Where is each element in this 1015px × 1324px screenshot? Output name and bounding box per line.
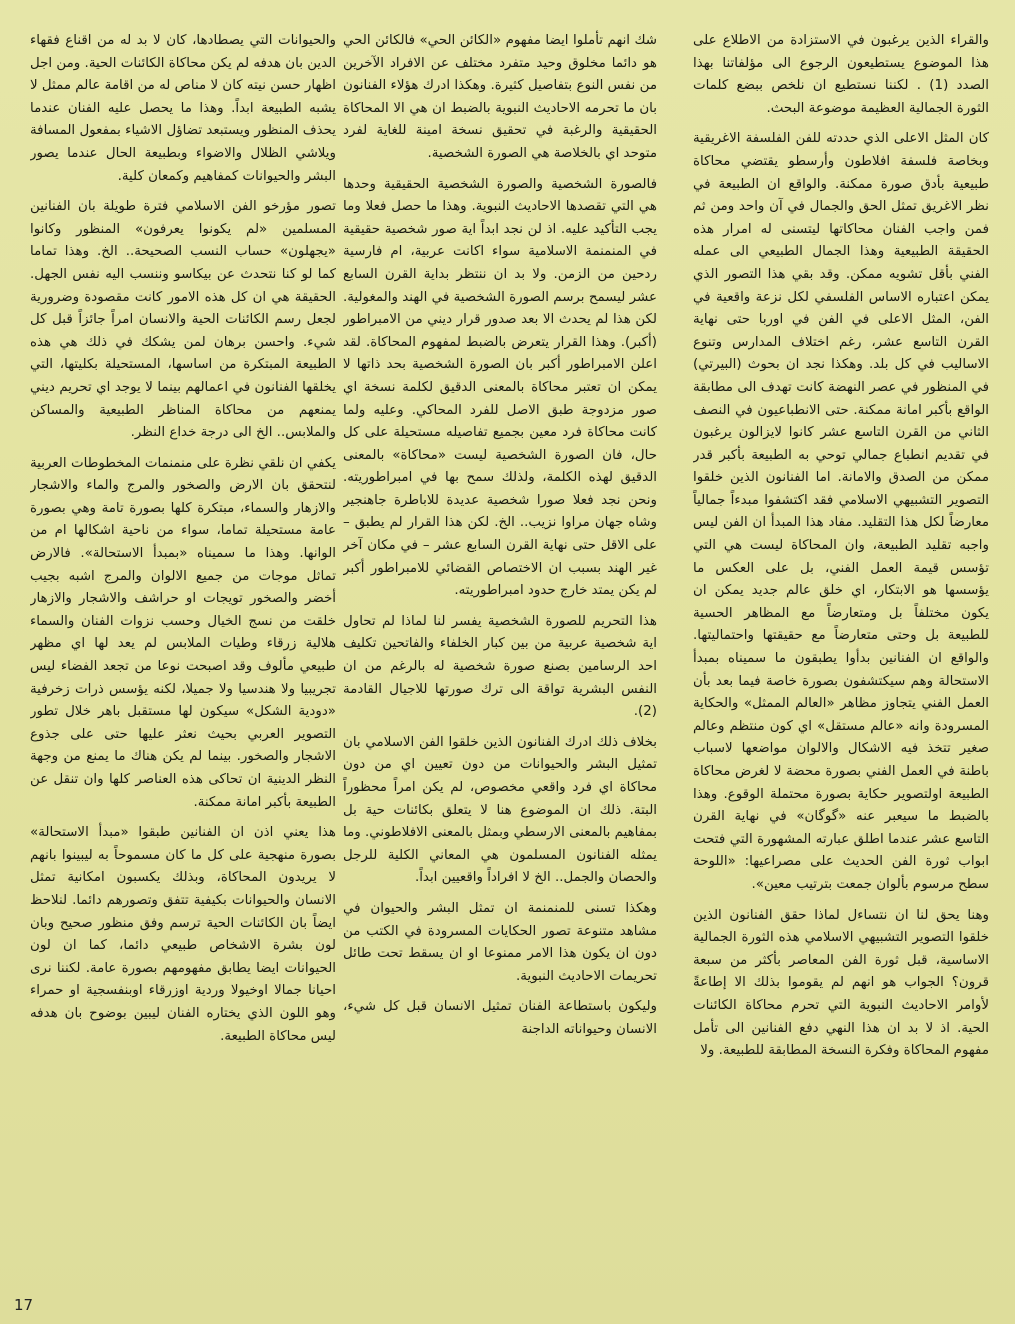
page-number: 17 [14, 1296, 34, 1314]
article-column-middle [343, 30, 657, 1292]
article-column-right [693, 30, 989, 1292]
paragraph: هذا يعني اذن ان الفنانين طبقوا «مبدأ الاستحالة» بصورة منهجية على كل ما كان مسموحاً به ليبينوا بانهم لا يريدون المحاكاة، وبذلك يكسبون امكانية تمثل الانسان والحيوانات بكيفية تتفق وتصورهم دائما. لنلاحظ ايضاً بان الكائنات الحية ترسم وفق منظور صحيح وبان لون بشرة الاشخاص طبيعي دائما، كما ان لون الحيوانات ايضا يطابق مفهومهم بصورة عامة. لكننا نرى احيانا جمالا اوخيولا وردية اوزرقاء اوبنفسجية او حمراء وهو اللون الذي يختاره الفنان ليبين بوضوح بان هدفه ليس محاكاة الطبيعة. [30, 825, 336, 1044]
paragraph: فالصورة الشخصية والصورة الشخصية الحقيقية وحدها هي التي تقصدها الاحاديث النبوية. وهذا ما حصل فعلا وما يجب التأكيد عليه. اذ لن نجد ابداً اية صور شخصية حقيقية في المنمنمة الاسلامية سواء اكانت عربية، ام فارسية ردحين من الزمن. ولا بد ان ننتظر بداية القرن السابع عشر ليسمح برسم الصورة الشخصية في الهند والمغولية. لكن هذا لم يحدث الا بعد صدور قرار ديني من الامبراطور (أكبر). وهذا القرار يتعرض بالضبط لمفهوم المحاكاة. لقد اعلن الامبراطور أكبر بان الصورة الشخصية بحد ذاتها لا يمكن ان تعتبر محاكاة بالمعنى الدقيق لكلمة نسخة اي صور مزدوجة طبق الاصل للفرد المحاكي. وعليه ولما كانت محاكاة فرد معين بجميع تفاصيله مستحيلة على كل حال، فان الصورة الشخصية ليست «محاكاة» بالمعنى الدقيق لهذه الكلمة، ولذلك سمح بها في امبراطوريته. ونحن نجد فعلا صورا شخصية عديدة للاباطرة جاهنجير وشاه جهان مراوا نزيب.. الخ. لكن هذا القرار لم يطبق – على الاقل حتى نهاية القرن السابع عشر – في مكان آخر غير الهند بسبب ان الاختصاص القضائي للامبراطور أكبر لم يكن يمتد خارج حدود امبراطوريته. [343, 176, 657, 599]
paragraph: وليكون باستطاعة الفنان تمثيل الانسان قبل كل شيء، الانسان وحيواناته الداجنة [343, 999, 657, 1037]
paragraph: كان المثل الاعلى الذي حددته للفن الفلسفة الاغريقية وبخاصة فلسفة افلاطون وأرسطو يقتضي محاكاة طبيعية بأدق صورة ممكنة. والواقع ان الطبيعة في نظر الاغريق تمثل الحق والجمال في آن واحد ومن ثم فمن واجب الفنان محاكاتها ليتسنى له امرار هذه الحقيقة الطبيعية وهذا الجمال الطبيعي الى عمله الفني بأقل تشويه ممكن. وقد بقي هذا التصور الذي يمكن اعتباره الاساس الفلسفي لكل نزعة واقعية في الفن، المثل الاعلى في الفن في اوربا حتى نهاية القرن التاسع عشر، رغم اختلاف المدارس وتنوع الاساليب في كل بلد. وهكذا نجد ان بحوث (البيرتي) في المنظور في عصر النهضة كانت تهدف الى مطابقة الواقع بأكبر امانة ممكنة. حتى الانطباعيون في النصف الثاني من القرن التاسع عشر كانوا لايزالون يرغبون في تقديم انطباع جمالي توحي به الطبيعة بأكبر قدر ممكن من الصدق والامانة. اما الفنانون الذين خلقوا التصوير التشبيهي الاسلامي فقد اكتشفوا مبدءاً جمالياً معارضاً لكل هذا التقليد. مفاد هذا المبدأ ان الفن ليس واجبه تقليد الطبيعة، وان المحاكاة ليست هي التي تؤسس قيمة العمل الفني، بل على العكس ما يؤسسها هو الابتكار، اي خلق عالم جديد يمكن ان يكون مختلفاً بل ومتعارضاً مع المظاهر الحسية للطبيعة بل وحتى متعارضاً مع حقيقتها واحتماليتها. والواقع ان الفنانين بدأوا يطبقون ما سميناه بمبدأ الاستحالة وهم سيكتشفون بصورة خاصة فيما بعد بأن العمل الفني يتجاوز مظاهر «العالم الممثل» والحكاية المسرودة وانه «عالم مستقل» اي كون منتظم وعالم صغير تتخذ فيه الاشكال والالوان مواضعها لاسباب باطنة في العمل الفني بصورة محضة لا لغرض محاكاة الطبيعة اولتصوير حكاية بصورة محتملة الوقوع. وهذا بالضبط ما سيعبر عنه «گوگان» في نهاية القرن التاسع عشر عندما اطلق عبارته المشهورة التي فتحت ابواب ثورة الفن الحديث على مصراعيها: «اللوحة سطح مرسوم بألوان جمعت بترتيب معين». [693, 131, 989, 892]
paragraph: تصور مؤرخو الفن الاسلامي فترة طويلة بان الفنانين المسلمين «لم يكونوا يعرفون» المنظور وكانوا «يجهلون» حساب النسب الصحيحة.. الخ. وهذا تماما كما لو كنا نتحدث عن بيكاسو وننسب اليه نفس الجهل. الحقيقة هي ان كل هذه الامور كانت مقصودة وضرورية لجعل رسم الكائنات الحية والانسان امراً جائزاً قبل كل شيء. واحسن برهان لمن يشكك في ذلك هي هذه الطبيعة المبتكرة من اساسها، المستحيلة بكليتها، التي يخلقها الفنانون في اعمالهم بينما لا يوجد اي تحريم ديني يمنعهم من محاكاة المناظر الطبيعية والمساكن والملابس.. الخ الى درجة خداع النظر. [30, 199, 336, 441]
paragraph: وهكذا تسنى للمنمنمة ان تمثل البشر والحيوان في مشاهد متنوعة تصور الحكايات المسرودة في الكتب من دون ان يكون هذا الامر ممنوعا او ان يسقط تحت طائل تحريمات الاحاديث النبوية. [343, 900, 657, 984]
paragraph: شك انهم تأملوا ايضا مفهوم «الكائن الحي» فالكائن الحي هو دائما مخلوق وحيد متفرد مختلف عن الافراد الآخرين من نفس النوع بتفاصيل كثيرة. وهكذا ادرك هؤلاء الفنانون بان ما تحرمه الاحاديث النبوية بالضبط ان هي الا المحاكاة الحقيقية والرغبة في تحقيق نسخة امينة للغاية لفرد متوحد اي بالخلاصة هي الصورة الشخصية. [343, 33, 657, 161]
paragraph: والحيوانات التي يصطادها، كان لا بد له من اقناع فقهاء الدين بان هدفه لم يكن محاكاة الكائنات الحية. ومن اجل اظهار حسن نيته كان لا مناص له من اقامة عالم ممثل لا يشبه الطبيعة ابداً. وهذا ما يحصل عليه الفنان عندما يحذف المنظور ويستبعد تضاؤل الاشياء بمفعول المسافة ويلاشي الظلال والاضواء وبطبيعة الحال عندما يصور البشر والحيوانات كمفاهيم وكمعان كلية. [30, 33, 336, 184]
paragraph: والقراء الذين يرغبون في الاستزادة من الاطلاع على هذا الموضوع يستطيعون الرجوع الى مؤلفاتنا بهذا الصدد (1) . لكننا نستطيع ان نلخص ببضع كلمات الثورة الجمالية العظيمة موضوعة البحث. [693, 33, 989, 116]
paragraph: وهنا يحق لنا ان نتساءل لماذا حقق الفنانون الذين خلقوا التصوير التشبيهي الاسلامي هذه الثورة الجمالية الاساسية، قبل ثورة الفن المعاصر بأكثر من سبعة قرون؟ الجواب هو انهم لم يقوموا بذلك الا إطاعةً لأوامر الاحاديث النبوية التي تحرم محاكاة الكائنات الحية. اذ لا بد ان هذا النهي دفع الفنانين الى تأمل مفهوم المحاكاة وفكرة النسخة المطابقة للطبيعة. ولا [693, 907, 989, 1059]
paragraph: هذا التحريم للصورة الشخصية يفسر لنا لماذا لم تحاول اية شخصية عربية من بين كبار الخلفاء والفاتحين تكليف احد الرسامين بصنع صورة شخصية له بالرغم من ان النفس البشرية تواقة الى ترك صورتها للاجيال القادمة (2). [343, 613, 657, 720]
paragraph: بخلاف ذلك ادرك الفنانون الذين خلقوا الفن الاسلامي بان تمثيل البشر والحيوانات من دون تعيين اي من دون محاكاة اي فرد واقعي مخصوص، لم يكن امراً محظوراً البتة. ذلك ان الموضوع هنا لا يتعلق بكائنات حية بل بمفاهيم بالمعنى الارسطي وبمثل بالمعنى الافلاطوني. وما يمثله الفنانون المسلمون هي المعاني الكلية للرجل والحصان والجمل.. الخ لا افراداً واقعيين ابداً. [343, 734, 657, 886]
article-column-left [30, 30, 336, 1292]
paragraph: يكفي ان نلقي نظرة على منمنمات المخطوطات العربية لنتحقق بان الارض والصخور والمرج والماء والاشجار والازهار والسماء، مبتكرة كلها بصورة تامة وهي بصورة عامة مستحيلة تماما، سواء من ناحية اشكالها ام من الوانها. وهذا ما سميناه «بمبدأ الاستحالة». فالارض تماثل موجات من جميع الالوان والمرج اشبه بجيب أخضر والصخور تويجات او حراشف والاشجار والازهار خلقت من نسج الخيال وحسب نزوات الفنان والسماء هلالية زرقاء وطيات الملابس لم يعد لها اي مظهر طبيعي مألوف وقد اصبحت نوعا من تجعد الفضاء ليس تجريبيا ولا هندسيا ولا جميلا، لكنه يؤسس ذرات زخرفية «دودية الشكل» سيكون لها مستقبل باهر خلال تطور التصوير العربي بحيث نعثر عليها حتى على جذوع الاشجار والصخور. بينما لم يكن هناك ما يمنع من وجهة النظر الدينية ان تحاكى هذه العناصر كلها وان تنقل عن الطبيعة بأكبر امانة ممكنة. [30, 455, 336, 810]
